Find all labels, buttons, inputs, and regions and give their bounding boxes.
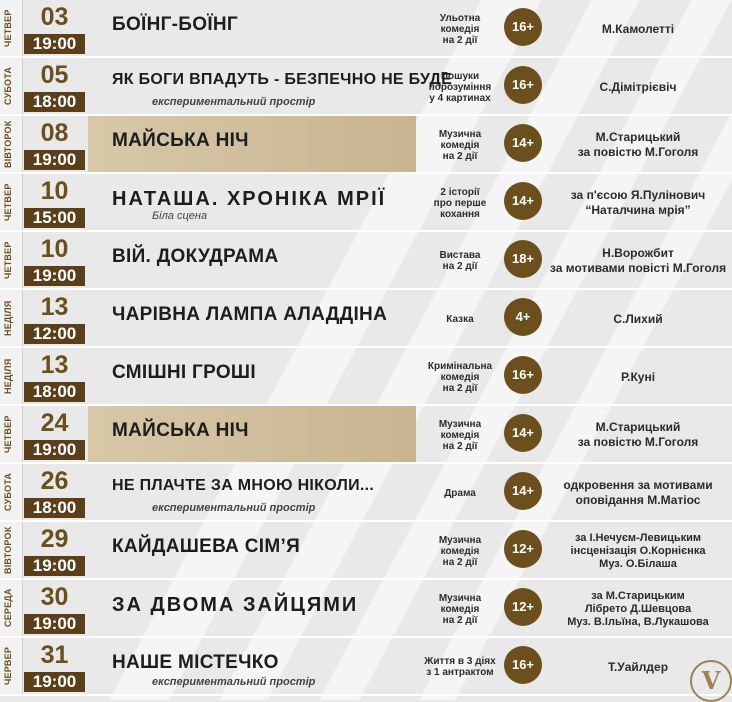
author-info — [548, 64, 728, 110]
author-info — [548, 238, 728, 284]
author-info — [548, 586, 728, 632]
show-time: 19:00 — [24, 440, 85, 460]
title-cell — [88, 174, 416, 230]
genre-line: на 2 дії — [442, 440, 478, 452]
title-cell — [88, 580, 416, 636]
age-rating-badge: 18+ — [504, 240, 542, 278]
genre-line: комедія — [440, 429, 480, 441]
show-time: 19:00 — [24, 556, 85, 576]
author-line: Муз. О.Білаша — [599, 557, 677, 570]
age-rating-badge: 14+ — [504, 472, 542, 510]
genre-line: на 2 дії — [442, 261, 478, 272]
day-column — [0, 638, 23, 694]
date-number: 24 — [40, 409, 69, 437]
day-name: НЕДІЛЯ — [3, 358, 13, 394]
day-column — [0, 58, 23, 114]
date-number: 10 — [40, 235, 69, 263]
genre-line: порозуміння — [428, 81, 492, 93]
genre-line: Вистава — [439, 250, 481, 261]
date-number: 13 — [40, 351, 69, 379]
genre-line: на 2 дії — [442, 556, 478, 568]
title-cell — [88, 116, 416, 172]
date-number: 30 — [40, 583, 69, 611]
author-info — [548, 296, 728, 342]
genre-label — [420, 354, 500, 400]
schedule-row[interactable] — [0, 580, 732, 638]
show-title[interactable]: МАЙСЬКА НІЧ — [112, 420, 249, 441]
show-time: 19:00 — [24, 672, 85, 692]
day-column — [0, 522, 23, 578]
schedule-row[interactable] — [0, 58, 732, 116]
genre-label — [420, 412, 500, 458]
schedule-row[interactable] — [0, 348, 732, 406]
genre-line: комедія — [440, 371, 480, 383]
author-line: за повістю М.Гоголя — [577, 435, 699, 449]
show-title[interactable]: НАШЕ МІСТЕЧКО — [112, 652, 279, 673]
author-line: С.Лихий — [613, 311, 663, 326]
show-title[interactable]: ЯК БОГИ ВПАДУТЬ - БЕЗПЕЧНО НЕ БУДЕ — [112, 71, 453, 88]
show-title[interactable]: ЗА ДВОМА ЗАЙЦЯМИ — [112, 594, 359, 616]
genre-label — [420, 470, 500, 516]
show-title[interactable]: НЕ ПЛАЧТЕ ЗА МНОЮ НІКОЛИ... — [112, 477, 375, 494]
genre-line: кохання — [440, 208, 480, 220]
day-name: СУБОТА — [3, 66, 13, 106]
day-name: ЧЕРВЕР — [3, 646, 13, 686]
show-time: 19:00 — [24, 266, 85, 286]
show-title[interactable]: МАЙСЬКА НІЧ — [112, 130, 249, 151]
genre-line: комедія — [440, 545, 480, 557]
day-name: НЕДІЛЯ — [3, 300, 13, 336]
day-name: ВІВТОРОК — [3, 526, 13, 574]
title-cell — [88, 406, 416, 462]
show-title[interactable]: НАТАША. ХРОНІКА МРІЇ — [112, 188, 387, 210]
author-info — [548, 180, 728, 226]
author-line: Муз. В.Ільїна, В.Лукашова — [567, 615, 709, 628]
author-line: Лібрето Д.Шевцова — [584, 602, 692, 615]
genre-label — [420, 644, 500, 690]
title-cell — [88, 464, 416, 520]
author-line: “Наталчина мрія” — [585, 203, 691, 217]
age-rating-badge: 14+ — [504, 414, 542, 452]
schedule-row[interactable] — [0, 0, 732, 58]
date-number: 05 — [40, 61, 69, 89]
author-info — [548, 354, 728, 400]
genre-line: Життя в 3 діях — [424, 656, 496, 667]
show-time: 19:00 — [24, 614, 85, 634]
day-name: ЧЕТВЕР — [3, 9, 13, 47]
show-time: 12:00 — [24, 324, 85, 344]
day-column — [0, 464, 23, 520]
date-number: 10 — [40, 177, 69, 205]
genre-lines — [440, 250, 481, 272]
title-cell — [88, 290, 416, 346]
author-line: за І.Нечуєм-Левицьким — [574, 531, 702, 544]
genre-label — [420, 6, 500, 52]
author-line: за М.Старицьким — [591, 589, 685, 602]
author-line: за мотивами повісті М.Гоголя — [549, 261, 727, 275]
genre-label — [420, 528, 500, 574]
genre-line: на 2 дії — [442, 34, 478, 46]
schedule-row[interactable] — [0, 174, 732, 232]
title-cell — [88, 522, 416, 578]
show-title[interactable]: БОЇНГ-БОЇНГ — [112, 14, 238, 35]
title-cell — [88, 58, 453, 114]
day-column — [0, 0, 23, 56]
author-line: М.Старицький — [595, 130, 681, 144]
genre-label — [420, 238, 500, 284]
schedule-row[interactable] — [0, 406, 732, 464]
author-info — [548, 470, 728, 516]
genre-line: Музична — [438, 418, 482, 430]
genre-line: Кримінальна — [427, 360, 493, 372]
author-line: М.Камолетті — [601, 21, 675, 36]
genre-line: Ульотна — [439, 12, 481, 24]
show-title[interactable]: ВІЙ. ДОКУДРАМА — [112, 246, 279, 267]
age-rating-badge: 16+ — [504, 356, 542, 394]
genre-label — [420, 122, 500, 168]
date-number: 31 — [40, 641, 69, 669]
date-number: 13 — [40, 293, 69, 321]
genre-line: Казка — [446, 313, 474, 325]
author-line: за повістю М.Гоголя — [577, 145, 699, 159]
age-rating-badge: 16+ — [504, 66, 542, 104]
age-rating-badge: 16+ — [504, 646, 542, 684]
day-column — [0, 116, 23, 172]
genre-lines — [439, 593, 481, 626]
author-line: М.Старицький — [595, 420, 681, 434]
genre-lines — [439, 419, 481, 452]
genre-line: 2 історії — [440, 186, 480, 198]
title-cell — [88, 0, 416, 56]
age-rating-badge: 12+ — [504, 588, 542, 626]
genre-line: Драма — [444, 487, 476, 499]
schedule-row[interactable] — [0, 290, 732, 348]
genre-line: комедія — [440, 23, 480, 35]
author-info — [548, 412, 728, 458]
genre-line: з 1 антрактом — [426, 667, 494, 678]
day-column — [0, 290, 23, 346]
author-line: Т.Уайлдер — [607, 659, 669, 674]
venue-label: експериментальний простір — [152, 96, 316, 108]
day-name: ЧЕТВЕР — [3, 415, 13, 453]
show-time: 18:00 — [24, 498, 85, 518]
genre-line: на 2 дії — [442, 614, 478, 626]
day-name: ЧЕТВЕР — [3, 241, 13, 279]
age-rating-badge: 12+ — [504, 530, 542, 568]
show-title[interactable]: КАЙДАШЕВА СІМ’Я — [112, 536, 301, 557]
schedule-row[interactable] — [0, 464, 732, 522]
theatre-logo-icon: V — [690, 660, 732, 702]
genre-label — [420, 296, 500, 342]
date-number: 29 — [40, 525, 69, 553]
genre-line: на 2 дії — [442, 382, 478, 394]
age-rating-badge: 14+ — [504, 124, 542, 162]
genre-lines — [424, 656, 495, 678]
schedule-row[interactable] — [0, 116, 732, 174]
date-number: 26 — [40, 467, 69, 495]
author-line: інсценізація О.Корнієнка — [570, 544, 706, 557]
title-cell — [88, 348, 416, 404]
genre-line: про перше — [433, 197, 487, 209]
show-time: 15:00 — [24, 208, 85, 228]
show-time: 18:00 — [24, 382, 85, 402]
genre-lines — [434, 187, 487, 220]
genre-line: Музична — [438, 592, 482, 604]
genre-line: Пошуки — [440, 70, 480, 82]
genre-label — [420, 64, 500, 110]
show-title[interactable]: ЧАРІВНА ЛАМПА АЛАДДІНА — [112, 304, 388, 325]
show-time: 19:00 — [24, 150, 85, 170]
schedule-row[interactable] — [0, 232, 732, 290]
venue-label: Біла сцена — [152, 210, 208, 222]
day-column — [0, 174, 23, 230]
day-name: ЧЕТВЕР — [3, 183, 13, 221]
day-name: ВІВТОРОК — [3, 120, 13, 168]
day-column — [0, 232, 23, 288]
title-cell — [88, 232, 416, 288]
show-time: 18:00 — [24, 92, 85, 112]
genre-line: комедія — [440, 139, 480, 151]
author-line: одкровення за мотивами — [563, 478, 713, 492]
genre-line: на 2 дії — [442, 150, 478, 162]
genre-lines — [440, 13, 480, 46]
venue-label: експериментальний простір — [152, 502, 316, 514]
day-column — [0, 406, 23, 462]
day-column — [0, 580, 23, 636]
venue-label: експериментальний простір — [152, 676, 316, 688]
day-name: СУБОТА — [3, 472, 13, 512]
genre-line: Музична — [438, 534, 482, 546]
genre-lines — [439, 535, 481, 568]
show-time: 19:00 — [24, 34, 85, 54]
genre-lines — [428, 361, 492, 394]
author-info — [548, 528, 728, 574]
age-rating-badge: 4+ — [504, 298, 542, 336]
age-rating-badge: 14+ — [504, 182, 542, 220]
date-number: 03 — [40, 3, 69, 31]
day-name: СЕРЕДА — [3, 588, 13, 628]
author-info — [548, 6, 728, 52]
title-cell — [88, 638, 416, 694]
genre-label — [420, 586, 500, 632]
author-line: за п'єсою Я.Пулінович — [570, 188, 706, 202]
genre-line: Музична — [438, 128, 482, 140]
age-rating-badge: 16+ — [504, 8, 542, 46]
day-column — [0, 348, 23, 404]
genre-lines — [444, 488, 476, 499]
author-line: Н.Ворожбит — [602, 246, 674, 260]
schedule-row[interactable] — [0, 522, 732, 580]
genre-lines — [439, 129, 481, 162]
author-line: оповідання М.Матіос — [575, 493, 701, 507]
date-number: 08 — [40, 119, 69, 147]
genre-lines — [429, 71, 491, 104]
genre-line: комедія — [440, 603, 480, 615]
author-line: Р.Куні — [620, 369, 656, 384]
genre-label — [420, 180, 500, 226]
author-info — [548, 122, 728, 168]
schedule-row[interactable] — [0, 638, 732, 696]
show-title[interactable]: СМІШНІ ГРОШІ — [112, 362, 256, 383]
author-line: С.Дімітрієвіч — [599, 79, 677, 94]
genre-line: у 4 картинах — [429, 92, 491, 104]
genre-lines — [446, 314, 473, 325]
